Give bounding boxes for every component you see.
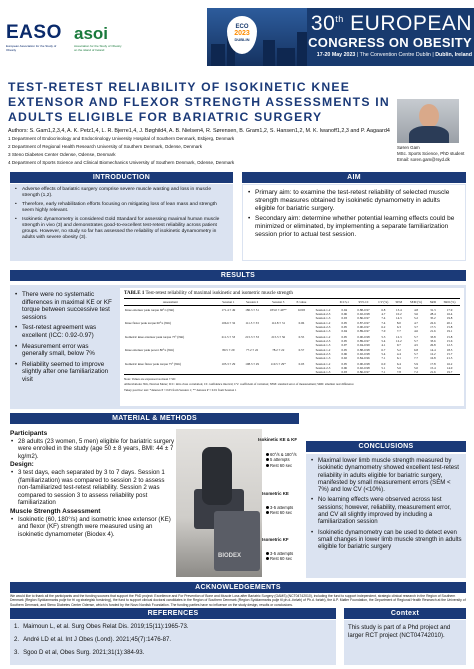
- table-cell: 0.84-0.96: [357, 356, 370, 360]
- aim-heading: AIM: [242, 172, 466, 183]
- participants-heading: Participants: [10, 430, 48, 437]
- figure-label-isometric-ke: Isometric KE: [262, 491, 289, 496]
- table-cell: 7.0: [381, 329, 386, 333]
- table-cell: 0.89-0.97: [357, 338, 370, 343]
- results-bullet: • Reliability seemed to improve slightly after one familiarization visit: [14, 361, 114, 384]
- introduction-bullet: • Adverse effects of bariatric surgery comprise severe muscle wasting and loss in muscle strength (1,2).: [14, 187, 229, 199]
- table-cell: 0.96: [341, 352, 348, 356]
- results-bullet: • Measurement error was generally small, below 7%: [14, 343, 114, 358]
- table-cell: 0.95: [341, 348, 348, 352]
- eco-badge-year: 2023: [234, 30, 250, 37]
- table-cell: 4.1: [381, 342, 386, 347]
- table-cell: 4.5: [413, 342, 418, 347]
- table-column-header: [310, 299, 335, 306]
- table-cell: Session 2-3: [315, 325, 331, 329]
- figure-label-isokinetic: Isokinetic KE & KF: [258, 437, 298, 442]
- table-cell: 80.5 ± 29: [222, 348, 235, 352]
- results-table-box: [120, 288, 464, 406]
- biodex-brand-label: BIODEX: [218, 553, 242, 559]
- title-block: [8, 80, 398, 167]
- table-cell: Isometric knee flexor peak torque 75° (Nm): [125, 361, 181, 366]
- table-title: [124, 291, 460, 296]
- table-cell: 78.2 ± 22: [272, 348, 285, 352]
- table-cell: Session 2-3: [315, 352, 331, 356]
- table-cell: 7.4: [381, 315, 386, 320]
- aim-bullet: • Primary aim: to examine the test-retest reliability of selected muscle strength measures obtained by isokinetic dynamometry in adults eligible for bariatric surgery.: [247, 189, 461, 213]
- table-column-header: Session 2: [240, 299, 264, 306]
- table-cell: 6.4: [396, 361, 401, 366]
- design-heading: Design:: [10, 461, 34, 469]
- table-cell: Session 1-2: [315, 307, 331, 312]
- table-cell: 0.87-0.97: [357, 321, 370, 325]
- methods-heading: MATERIAL & METHODS: [10, 413, 299, 424]
- table-cell: 0.94-0.99: [357, 342, 370, 347]
- conference-number-suffix: th: [335, 14, 344, 24]
- table-cell: 14.4: [430, 348, 436, 352]
- table-cell: 28.4: [430, 311, 436, 316]
- figure-note: Rest 60 sec: [270, 462, 293, 468]
- table-cell: 106.6 ± 32: [221, 321, 236, 325]
- table-cell: Isometric knee extensor peak torque 75° (Nm): [125, 334, 185, 339]
- poster-header: [0, 0, 474, 72]
- table-cell: 12.3: [396, 334, 402, 339]
- acknowledgements-text: We would like to thank all the participants and the funding sources that support the PhD project: Excellence and For Prevention of Bone and Muscle Loss after Bariatric Surgery (GAMS) (NCT04742010), including the fund to support independent, strategic clinical research in the Region of Southern Denmark (Region Syddanmarks pulje for fri og strategisk forskning), the fund to support clinical doctoral candidates in the Region of Southern Denmark (Region Syddanmarks pulje til ph.d.-forløb) of Ph.d. forløb), the A.P. Møller Foundation, the Department of Regional Health Research at the University of Southern Denmark, and Steno Diabetes Center Odense, which is funded by the Novo Nordisk Foundation. The funding parties have no influence on the study design, results or conclusions.: [10, 594, 466, 607]
- table-cell: 111.5 ± 33: [245, 321, 259, 325]
- table-cell: 3.6: [413, 311, 418, 316]
- table-cell: Session 1-3: [315, 356, 331, 360]
- table-cell: 15.8: [446, 325, 453, 329]
- table-cell: 21.6: [427, 370, 439, 375]
- table-cell: 33.8: [430, 334, 436, 339]
- table-cell: 16.8: [430, 356, 436, 360]
- table-cell: 6.7: [381, 348, 386, 352]
- table-cell: 5.9: [413, 361, 418, 366]
- results-bullet: • There were no systematic differences in maximal KE or KF torque between successive test sessions: [14, 291, 114, 321]
- table-cell: 14.3: [396, 315, 402, 320]
- table-caption: Test-retest reliability of maximal isokinetic and isometric muscle strength: [145, 291, 293, 296]
- table-cell: 12.2: [430, 352, 436, 356]
- methods-figure: [176, 429, 299, 577]
- eco-badge-city: DUBLIN: [234, 37, 250, 42]
- table-cell: 21.5: [446, 356, 453, 360]
- table-cell: 13.4: [396, 307, 402, 312]
- reference-number: 3.: [14, 648, 20, 656]
- conclusions-panel: [306, 454, 466, 578]
- table-cell: 215.3 ± 53: [245, 334, 259, 339]
- table-cell: [240, 370, 264, 375]
- table-cell: [124, 370, 217, 375]
- table-cell: 4.7: [381, 311, 386, 316]
- table-cell: 17.5: [430, 325, 436, 329]
- table-cell: 5.0: [413, 365, 418, 370]
- eco-badge-text: ECO: [235, 24, 249, 30]
- table-cell: 21.6: [430, 329, 436, 333]
- figure-notes-isometric-kf: [266, 551, 293, 562]
- conference-venue: | The Convention Centre Dublin |: [355, 52, 436, 58]
- context-heading: Context: [344, 608, 466, 619]
- table-body: [124, 306, 460, 375]
- table-cell: 8.0: [396, 321, 401, 325]
- table-cell: 7.1: [374, 370, 392, 375]
- table-header-row: [124, 299, 460, 306]
- results-bullets: [14, 291, 114, 387]
- conference-title-line1: [307, 12, 472, 36]
- figure-note: 3-5 attempts: [270, 505, 294, 510]
- logos: [6, 22, 124, 52]
- table-note: Tukey post hoc test: *denotes P < 0.05 from Session 1; ** denotes P < 0.01 from Session 1: [124, 387, 237, 392]
- table-column-header: CV (%): [374, 299, 392, 306]
- table-cell: 7.7: [413, 356, 418, 360]
- table-cell: 0.003: [297, 307, 305, 312]
- references-panel: [10, 620, 336, 665]
- table-cell: 105.3 ± 29: [221, 361, 236, 366]
- table-cell: 0.88-0.97: [357, 307, 370, 312]
- conference-banner: [207, 8, 474, 66]
- presenter-info: [397, 145, 467, 163]
- conclusion-bullet: • Isokinetic dynamometry can be used to detect even small changes in lower limb muscle strength in adults eligible for bariatric surgery: [310, 529, 462, 551]
- table-cell: 14.0: [446, 365, 453, 370]
- affiliation-item: 3 Steno Diabetes Center Odense, Odense, Denmark: [8, 152, 116, 157]
- table-cell: 0.96: [341, 365, 348, 370]
- table-cell: 16.2: [446, 361, 453, 366]
- table-cell: 6.2: [381, 325, 386, 329]
- table-label: TABLE 1: [124, 291, 145, 296]
- table-cell: [293, 370, 311, 375]
- table-cell: 5.4: [381, 352, 386, 356]
- table-cell: 180.3 ± 51: [245, 307, 259, 312]
- table-cell: 5.6: [396, 365, 401, 370]
- table-cell: Session 1-3: [310, 370, 335, 375]
- dynamometer-photo: [176, 429, 262, 577]
- methods-text: [10, 429, 175, 538]
- conference-name-line1: EUROPEAN: [350, 12, 472, 35]
- table-cell: 4.8: [413, 307, 418, 312]
- aim-bullet: • Secondary aim: determine whether potential learning effects could be minimized or eliminated, by implementing a separate familiarization session prior to actual test session.: [247, 215, 461, 239]
- table-cell: 17.8: [430, 361, 436, 366]
- table-cell: 7.2: [405, 370, 426, 375]
- table-cell: 112.8 ± 31: [271, 321, 286, 325]
- table-cell: 10.2: [396, 311, 402, 316]
- table-cell: 15.6: [446, 338, 453, 343]
- table-cell: Session 1-2: [315, 334, 331, 339]
- design-bullet: • 3 test days, each separated by 3 to 7 days. Session 1 (familiarization) was compared to session 2 to assess non-familiarized test-retest reliability. Session 2 was compared to session 3 to assess reliability post familiarization: [10, 469, 175, 507]
- table-cell: 215.5 ± 56: [271, 334, 286, 339]
- table-cell: 77.2 ± 22: [246, 348, 259, 352]
- table-column-header: SRD: [427, 299, 439, 306]
- aim-panel: [242, 184, 466, 261]
- conference-title: [307, 12, 472, 58]
- table-cell: 0.57: [298, 348, 305, 352]
- table-note: Abbreviations: Nm, Newton Meter; ICC: intra class correlation; CI: confidence interval; CV: coefficient of variation; SEM: standard error of measurement; SRD: smallest real difference: [124, 382, 354, 386]
- table-cell: 15.4: [430, 365, 436, 370]
- author-list: Authors: S. Gam1,2,3,4, A. K. Petz1,4, L. R. Bjerre1,4, J. Bøghild4, A. B. Nielsen4, R. Sørensen, B. Gram1,2, S. Hansen1,2, M. K. Iwanoff1,2,3 and P. Aagaard4: [8, 128, 390, 134]
- affiliation-item: 1 Department of Endocrinology and Endocrinology University Hospital of Southern Denmark, Esbjerg, Denmark: [8, 136, 235, 141]
- table-cell: 0.95: [341, 321, 348, 325]
- table-cell: [264, 370, 293, 375]
- asoi-logo: [74, 24, 124, 52]
- table-cell: Session 2-3: [315, 338, 331, 343]
- table-cell: 0.94: [341, 329, 348, 333]
- conference-dates: 17-20 May 2023: [316, 52, 356, 58]
- table-cell: 31.3: [430, 307, 436, 312]
- table-cell: 0.95: [341, 334, 348, 339]
- table-cell: 4.7: [413, 321, 418, 325]
- context-text: This study is part of a Phd project and larger RCT project (NCT04742010).: [344, 620, 466, 665]
- table-cell: 9.7: [396, 342, 401, 347]
- table-cell: 0.90-0.97: [357, 325, 370, 329]
- table-cell: 7.4: [381, 321, 386, 325]
- table-cell: 0.96: [341, 311, 348, 316]
- presenter-name: Søren Gam: [397, 145, 420, 150]
- table-column-header: Assessment: [124, 299, 217, 306]
- table-cell: 171.4 ± 49: [221, 307, 236, 312]
- table-cell: 0.86-0.97: [357, 315, 370, 320]
- dublin-skyline-image: [207, 8, 307, 66]
- table-cell: Session 1-2: [315, 348, 331, 352]
- table-notes: [124, 377, 460, 394]
- table-column-header: Session 3: [264, 299, 293, 306]
- figure-note: 3-5 attempts: [270, 551, 294, 556]
- table-cell: 22.6: [430, 321, 436, 325]
- poster-title: TEST-RETEST RELIABILITY OF ISOKINETIC KNEE EXTENSOR AND FLEXOR STRENGTH ASSESSMENTS IN ADULTS ELIGIBLE FOR BARIATRIC SURGERY: [8, 80, 390, 124]
- easo-logo: [6, 22, 66, 52]
- table-cell: 6.0: [381, 361, 386, 366]
- table-cell: Session 1-3: [315, 315, 331, 320]
- table-column-header: Session 1: [217, 299, 241, 306]
- figure-note: Rest 60 sec: [270, 556, 293, 562]
- table-cell: 12.5: [446, 342, 453, 347]
- table-column-header: SRD (%): [439, 299, 460, 306]
- reference-number: 2.: [14, 635, 20, 643]
- results-panel: [10, 285, 466, 409]
- table-cell: 26.8: [430, 342, 436, 347]
- table-cell: 17.9: [446, 307, 453, 312]
- table-cell: 5.1: [381, 365, 386, 370]
- table-cell: 16.4: [446, 311, 453, 316]
- table-cell: 0.03: [298, 361, 305, 366]
- table-cell: 0.95: [341, 338, 348, 343]
- table-cell: 18.5: [446, 348, 453, 352]
- reference-item: [14, 636, 332, 644]
- affiliation-list: [8, 135, 398, 167]
- table-cell: 5.7: [413, 352, 418, 356]
- table-cell: Session 2-3: [315, 365, 331, 370]
- presenter-email[interactable]: Email: soren.gam@rsyd.dk: [397, 157, 450, 162]
- affiliation-item: 4 Department of Sports Science and Clinical Biomechanics University of Southern Denmark, Odense, Denmark: [8, 160, 235, 165]
- table-cell: 5.4: [381, 338, 386, 343]
- table-cell: 0.92: [341, 356, 348, 360]
- presenter-title: MSc. Sports Science, PhD student: [397, 151, 465, 156]
- introduction-bullet: • Isokinetic dynamometry is considered Gold Standard for assessing maximal human muscle strength in vivo (3) and demonstrates good-to-excellent test-retest reliability across patient groups. However, no study so far has assessed the reliability of isokinetic dynamometry in adults with severe obesity (3).: [14, 217, 229, 242]
- table-cell: 5.7: [413, 338, 418, 343]
- table-cell: 0.86-0.97: [353, 370, 375, 375]
- table-cell: 15.8: [446, 334, 453, 339]
- table-cell: Knee extensor peak power 80°/s (Nm): [125, 348, 174, 352]
- table-cell: 0.92-0.98: [357, 311, 370, 316]
- table-column-header: 95% CI: [353, 299, 375, 306]
- table-row: [124, 370, 460, 375]
- strength-bullet: • Isokinetic (60, 180°/s) and isometric knee extensor (KE) and flexor (KF) strength were measured using an isokinetic dynamometer (Biodex 4).: [10, 516, 175, 539]
- acknowledgements-heading: ACKNOWLEDGEMENTS: [10, 582, 466, 593]
- results-bullet: • Test-retest agreement was excellent (ICC: 0.92-0.97): [14, 324, 114, 339]
- reference-item: [14, 649, 332, 657]
- table-cell: 12.2: [396, 338, 402, 343]
- table-cell: Session 1-2: [315, 361, 331, 366]
- conclusion-bullet: • Maximal lower limb muscle strength measured by isokinetic dynamometry showed excellent test-retest reliability in adults eligible for bariatric surgery, manifested by small measurement errors (SEM < 7%) and low CV (<10%).: [310, 457, 462, 493]
- figure-note: 5 attempts: [270, 457, 290, 463]
- table-cell: Knee flexor peak torque 60°/s (Nm): [125, 321, 171, 325]
- table-cell: 3.7: [413, 325, 418, 329]
- figure-label-isometric-kf: Isometric KF: [262, 537, 289, 542]
- table-cell: 0.97: [341, 342, 348, 347]
- results-table: [124, 298, 460, 375]
- references-heading: REFERENCES: [10, 608, 336, 619]
- table-cell: 0.92-0.98: [357, 352, 370, 356]
- table-cell: 0.89-0.97: [357, 329, 370, 333]
- affiliation-item: 2 Department of Regional Health Research University of Southern Denmark, Odense, Denmark: [8, 144, 203, 149]
- methods-panel: [10, 426, 299, 578]
- table-cell: 15.7: [446, 352, 453, 356]
- table-cell: Session 2-3: [315, 311, 331, 316]
- table-cell: 33.6: [430, 338, 436, 343]
- conference-name-line2: CONGRESS ON OBESITY: [308, 35, 472, 50]
- reference-item: [14, 623, 332, 631]
- table-cell: 0.90-0.98: [357, 361, 370, 366]
- table-column-header: SEM: [392, 299, 405, 306]
- conference-city: Dublin, Ireland: [435, 52, 472, 58]
- table-cell: 7.1: [381, 356, 386, 360]
- table-cell: 19.1: [446, 329, 453, 333]
- table-cell: 20.1: [446, 321, 453, 325]
- asoi-logo-subtitle: Association for the Study of Obesity on the island of Ireland: [74, 44, 122, 52]
- table-column-header: SEM (%): [405, 299, 426, 306]
- figure-notes-isokinetic: [266, 452, 297, 468]
- participants-bullet: • 28 adults (23 women, 5 men) eligible for bariatric surgery were enrolled in the study (age 50 ± 8 years, BMI: 44 ± 7 kg/m2).: [10, 438, 175, 461]
- introduction-panel: [10, 184, 233, 261]
- reference-text: Maimoun L, et al. Surg Obes Relat Dis. 2019;15(11):1965-73.: [23, 623, 189, 630]
- table-note: Note: Values are expressed as mean ± SD: [124, 376, 176, 381]
- table-cell: Session 1-2: [315, 321, 331, 325]
- conclusion-bullet: • No learning effects were observed across test sessions; however, reliability, measurement error, and CV all slightly improved by including a familiarization session: [310, 496, 462, 525]
- table-cell: Session 1-3: [315, 342, 331, 347]
- table-cell: 0.95: [341, 361, 348, 366]
- table-cell: 7.7: [396, 329, 401, 333]
- table-cell: 108.3 ± 29: [245, 361, 259, 366]
- table-cell: 5.7: [413, 334, 418, 339]
- table-cell: Knee extensor peak torque 60°/s (Nm): [125, 307, 175, 312]
- easo-logo-text: EASO: [6, 22, 62, 43]
- reference-number: 1.: [14, 623, 20, 630]
- table-cell: 5.2: [396, 348, 401, 352]
- table-cell: 7.8: [392, 370, 405, 375]
- table-cell: 6.3: [396, 325, 401, 329]
- table-cell: 0.88-0.98: [357, 348, 370, 352]
- table-cell: 6.1: [396, 356, 401, 360]
- table-cell: 4.4: [396, 352, 401, 356]
- presenter-photo: [397, 99, 459, 143]
- reference-text: Sgoo D et al, Obes Surg. 2021;31(1):384-93.: [23, 648, 145, 656]
- introduction-bullet: • Therefore, early rehabilitation efforts focusing on mitigating loss of lean mass and strength seem highly relevant.: [14, 202, 229, 214]
- presenter-block: [397, 99, 467, 163]
- strength-heading: Muscle Strength Assessment: [10, 507, 101, 515]
- table-column-header: P-value: [293, 299, 311, 306]
- table-cell: 5.2: [413, 315, 418, 320]
- reference-text: André LD et al. Int J Obes (Lond). 2021;45(7):1476-87.: [23, 635, 172, 643]
- table-cell: 19.7: [439, 370, 460, 375]
- table-cell: 183.0 ± 49**: [269, 307, 287, 312]
- table-cell: 0.93: [341, 315, 348, 320]
- figure-note: 60°/s & 180°/s: [270, 452, 297, 457]
- conference-date-venue: [307, 52, 472, 58]
- results-heading: RESULTS: [10, 270, 466, 281]
- figure-notes-isometric-ke: [266, 505, 293, 516]
- table-cell: 6.8: [381, 307, 386, 312]
- table-cell: 0.90-0.98: [357, 334, 370, 339]
- table-column-header: ICC3,1: [336, 299, 353, 306]
- introduction-heading: INTRODUCTION: [10, 172, 233, 183]
- asoi-logo-text: asoi: [74, 24, 109, 43]
- table-cell: [217, 370, 241, 375]
- easo-logo-subtitle: European Association for the Study of Obesity: [6, 44, 57, 52]
- table-cell: 4.6: [413, 329, 418, 333]
- figure-note: Rest 60 sec: [270, 510, 293, 516]
- conference-number: 30: [310, 12, 336, 35]
- table-cell: 5.3: [381, 334, 386, 339]
- table-cell: 19.8: [446, 315, 453, 320]
- table-cell: 110.5 ± 29*: [270, 361, 286, 366]
- table-cell: 35.2: [430, 315, 436, 320]
- table-cell: 0.06: [298, 321, 305, 325]
- table-cell: 0.92-0.98: [357, 365, 370, 370]
- table-cell: Session 1-3: [315, 329, 331, 333]
- table-cell: 211.5 ± 53: [221, 334, 236, 339]
- table-cell: 0.95: [341, 325, 348, 329]
- table-cell: 0.94: [341, 307, 348, 312]
- table-cell: 6.8: [413, 348, 418, 352]
- table-cell: 0.55: [298, 334, 305, 339]
- conclusions-heading: CONCLUSIONS: [306, 441, 466, 452]
- table-cell: 0.93: [336, 370, 353, 375]
